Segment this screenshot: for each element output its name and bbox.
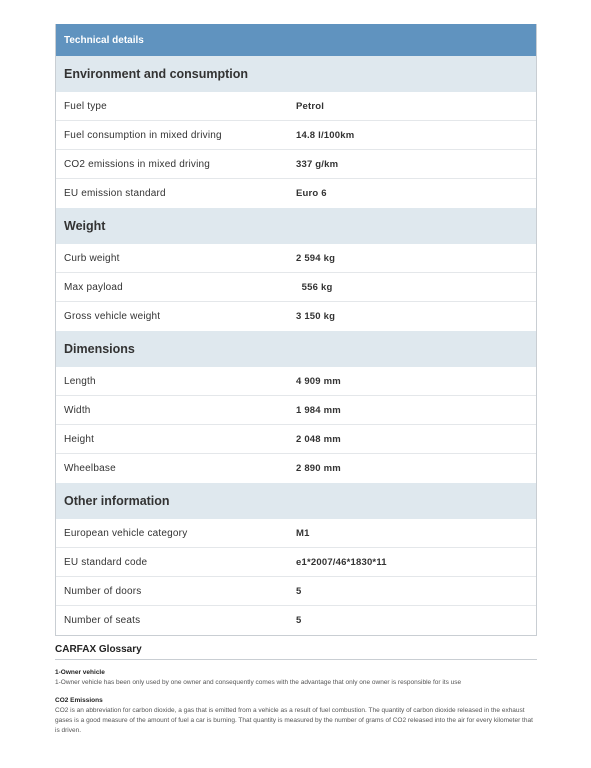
spec-row (56, 92, 536, 121)
spec-value: Euro 6 (296, 188, 327, 199)
spec-value: 5 (296, 615, 302, 626)
spec-row (56, 577, 536, 606)
spec-row (56, 519, 536, 548)
spec-label: Number of doors (64, 585, 142, 597)
card-header (56, 24, 536, 56)
section-title: Other information (56, 483, 536, 519)
spec-value: 2 890 mm (296, 463, 341, 474)
spec-value: 4 909 mm (296, 375, 341, 387)
spec-label: Gross vehicle weight (64, 311, 161, 322)
section-weight (56, 208, 536, 331)
glossary-title: CARFAX Glossary (55, 644, 537, 660)
spec-value: 2 594 kg (296, 252, 336, 264)
spec-row (56, 367, 536, 396)
spec-row (56, 396, 536, 425)
spec-label: EU emission standard (64, 188, 166, 199)
glossary-term (55, 697, 537, 736)
spec-label: Max payload (64, 281, 123, 293)
spec-row (56, 454, 536, 483)
glossary-term-name: CO2 Emissions (55, 697, 103, 704)
spec-row (56, 606, 536, 635)
spec-row (56, 179, 536, 208)
spec-value: 3 150 kg (296, 311, 336, 322)
card-title: Technical details (64, 34, 144, 46)
spec-row (56, 121, 536, 150)
spec-label: European vehicle category (64, 527, 188, 539)
spec-label: Curb weight (64, 252, 120, 264)
spec-row (56, 425, 536, 454)
spec-label: Length (64, 375, 96, 387)
glossary-term-name: 1-Owner vehicle (55, 669, 105, 676)
spec-value: Petrol (296, 100, 325, 112)
section-title: Weight (56, 208, 536, 244)
spec-label: EU standard code (64, 556, 148, 568)
spec-row (56, 273, 536, 302)
spec-label: Number of seats (64, 615, 141, 626)
spec-value: 337 g/km (296, 158, 339, 170)
spec-label: CO2 emissions in mixed driving (64, 158, 211, 170)
section-title: Environment and consumption (56, 56, 536, 92)
spec-value: 2 048 mm (296, 433, 341, 445)
glossary-term-definition: 1-Owner vehicle has been only used by one owner and consequently comes with the advantage that only one owner is responsible for its use (55, 679, 462, 686)
section-title: Dimensions (56, 331, 536, 367)
spec-row (56, 302, 536, 331)
spec-row (56, 548, 536, 577)
glossary-term (55, 669, 537, 688)
spec-label: Wheelbase (64, 463, 116, 474)
spec-label: Fuel consumption in mixed driving (64, 129, 222, 141)
spec-value: 556 kg (296, 281, 333, 293)
spec-value: e1*2007/46*1830*11 (296, 556, 387, 568)
technical-details-card (55, 24, 537, 636)
glossary-term-definition: CO2 is an abbreviation for carbon dioxide, a gas that is emitted from a vehicle as a result of fuel combustion. The quantity of carbon dioxide released in the exhaust gases is a good measure of the amount of fuel a car is burning. That quantity is measured by the number of grams of CO2 released into the air for every kilometer that is driven. (55, 707, 533, 734)
carfax-glossary (55, 644, 537, 736)
spec-label: Width (64, 404, 91, 416)
spec-value: 14.8 l/100km (296, 129, 355, 141)
spec-row (56, 244, 536, 273)
section-environment (56, 56, 536, 208)
section-other-information (56, 483, 536, 635)
spec-value: 5 (296, 585, 302, 597)
spec-label: Height (64, 433, 95, 445)
spec-value: M1 (296, 527, 310, 539)
spec-value: 1 984 mm (296, 404, 341, 416)
spec-row (56, 150, 536, 179)
section-dimensions (56, 331, 536, 483)
spec-label: Fuel type (64, 100, 107, 112)
